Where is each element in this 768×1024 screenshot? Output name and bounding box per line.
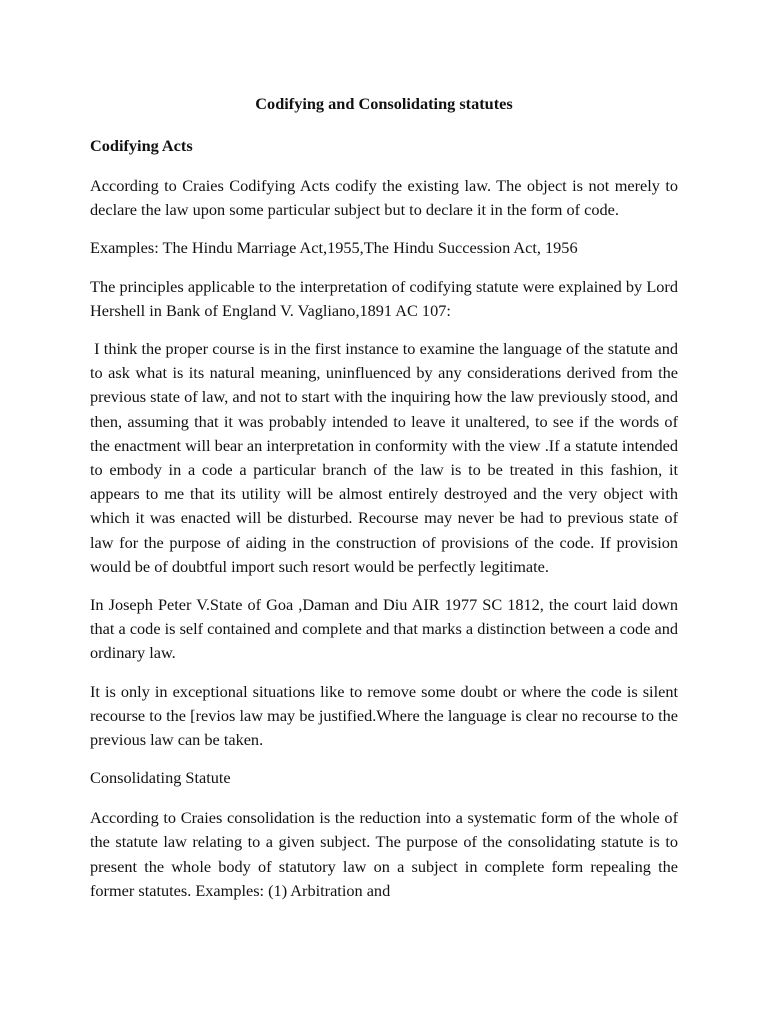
document-title: Codifying and Consolidating statutes <box>255 94 513 113</box>
paragraph-quotation: I think the proper course is in the first instance to examine the language of the statute and to ask what is its natural meaning, uninfluenced by any considerations derived from the previous state of law, and not to start with the inquiring how the law previously stood, and then, assuming that it was probably intended to leave it unaltered, to see if the words of the enactment will bear an interpretation in conformity with the view .If a statute intended to embody in a code a particular branch of the law is to be treated in this fashion, it appears to me that its utility will be almost entirely destroyed and the very object with which it was enacted will be disturbed. Recourse may never be had to previous state of law for the purpose of aiding in the construction of provisions of the code. If provision would be of doubtful import such resort would be perfectly legitimate. <box>90 339 678 576</box>
paragraph-consolidation-definition: According to Craies consolidation is the reduction into a systematic form of the whole of the statute law relating to a given subject. The purpose of the consolidating statute is to present the whole body of statutory law on a subject in complete form repealing the former statutes. Examples: (1) Arbitration and <box>90 808 678 900</box>
section-heading-codifying-acts: Codifying Acts <box>90 136 193 155</box>
document-page <box>90 94 678 917</box>
paragraph-joseph-peter: In Joseph Peter V.State of Goa ,Daman and Diu AIR 1977 SC 1812, the court laid down that a code is self contained and complete and that marks a distinction between a code and ordinary law. <box>90 595 678 663</box>
section-heading-consolidating-statute: Consolidating Statute <box>90 768 231 788</box>
paragraph-examples: Examples: The Hindu Marriage Act,1955,The Hindu Succession Act, 1956 <box>90 238 578 258</box>
paragraph-craies-definition: According to Craies Codifying Acts codify the existing law. The object is not merely to declare the law upon some particular subject but to declare it in the form of code. <box>90 176 678 220</box>
paragraph-principles: The principles applicable to the interpretation of codifying statute were explained by Lord Hershell in Bank of England V. Vagliano,1891 AC 107: <box>90 276 678 320</box>
paragraph-exceptional-situations: It is only in exceptional situations like to remove some doubt or where the code is silent recourse to the [revios law may be justified.Where the language is clear no recourse to the previous law can be taken. <box>90 681 678 750</box>
